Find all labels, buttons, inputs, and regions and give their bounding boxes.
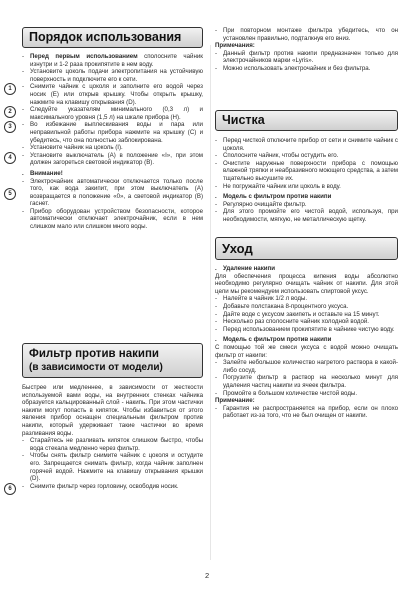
filter-continued (215, 27, 398, 73)
descale-item: - Дайте воде с уксусом закипеть и оставьте на 15 минут. (215, 310, 380, 318)
filter-item: - Старайтесь не разливать кипяток слишком быстро, чтобы вода стекала медленно через фильтр. (22, 437, 203, 452)
step-number-1: 1 (4, 83, 16, 95)
descale-intro: Для обеспечения процесса кипения воды абсолютно необходимо регулярно очищать чайник от накипи. Для этой цели мы рекомендуем использовать спиртовой уксус. (215, 272, 398, 295)
page-number: 2 (205, 571, 210, 580)
notes-title: Примечания: (215, 42, 255, 50)
order-step: - Установите цоколь подачи электропитания на устойчивую поверхность и подключите его к сети. (22, 68, 203, 83)
order-step: - Установите чайник на цоколь (I). (22, 144, 123, 152)
care-model-item: - Залейте небольшое количество нагретого раствора в какой-либо сосуд. (215, 359, 398, 374)
step-number-3: 3 (4, 121, 16, 133)
section-header-cleaning (215, 110, 398, 131)
descale-title: . Удаление накипи (215, 265, 276, 272)
section-title: Чистка (222, 113, 265, 127)
descale-item: - Несколько раз сполосните чайник холодной водой. (215, 318, 370, 326)
order-body (8, 53, 203, 231)
cleaning-body (215, 137, 398, 224)
step-number-6: 6 (4, 483, 16, 495)
care-note-title: Примечание: (215, 397, 255, 405)
cleaning-model-item: - Для этого промойте его чистой водой, используя, при необходимости, мягкую, не металлическую щетку. (215, 208, 398, 223)
descale-item: - Перед использованием прокипятите в чайнике чистую воду. (215, 325, 395, 333)
note-item: - Данный фильтр против накипи предназначен только для электрочайников марки «Lyris». (215, 49, 398, 65)
section-header-order (22, 27, 203, 48)
attention-item: 5 - Электрочайник автоматически отключается только после того, как вода закипит, при этом выключатель (A) возвращается в положение «0», а световой индикатор (B) гаснет. (22, 178, 203, 208)
section-title: Фильтр против накипи (29, 348, 159, 360)
step-number-2: 2 (4, 106, 16, 118)
column-divider (210, 45, 211, 560)
cleaning-model-title: . Модель с фильтром против накипи (215, 193, 332, 201)
filter-item: 6 - Снимите фильтр через горловину, освободив носик. (22, 483, 203, 491)
descale-item: - Добавьте полстакана 8-процентного уксуса. (215, 302, 349, 310)
cleaning-item: - Не погружайте чайник или цоколь в воду. (215, 182, 341, 190)
note-item: - Можно использовать электрочайник и без фильтра. (215, 64, 371, 72)
order-step: 4 - Установите выключатель (A) в положение «I», при этом должен загореться световой индикатор (B). (22, 152, 203, 167)
cleaning-item: - Перед чисткой отключите прибор от сети и снимите чайник с цоколя. (215, 137, 398, 152)
order-step: 2 - Следуйте указателям минимального (0,3 л) и максимального уровня (1,5 л) на шкале прибора (H). (22, 106, 203, 121)
section-title: Порядок использования (29, 30, 182, 44)
section-header-filter (22, 343, 203, 378)
order-step: 1 - Снимите чайник с цоколя и заполните его водой через носик (E) или открыв крышку. Чтобы открыть крышку, нажмите на клавишу открывания (D). (22, 83, 203, 106)
step-number-4: 4 (4, 152, 16, 164)
filter-intro: Быстрее или медленнее, в зависимости от жесткости используемой вами воды, на внутренних стенках чайника образуется кальцированный слой - накипь. При этом частички накипи могут попасть в кипяток. Чтобы избавиться от этого явления прибор оснащен специальным фильтром против накипи, который удерживает такие частички во время разливания воды. (22, 384, 203, 437)
section-title: Уход (222, 241, 253, 256)
filter-item: - При повторном монтаже фильтра убедитесь, что он установлен правильно, подталкнув его вниз. (215, 27, 398, 42)
care-body (215, 265, 398, 420)
first-use-text: сполосните чайник изнутри и 1-2 раза прокипятите в нем воду. (30, 53, 203, 68)
filter-body (8, 384, 203, 492)
care-model-intro: С помощью той же смеси уксуса с водой можно очищать фильтр от накипи: (215, 343, 398, 359)
first-use-item: - Перед первым использованием сполосните чайник изнутри и 1-2 раза прокипятите в нем воду. (22, 53, 203, 68)
cleaning-model-item: - Регулярно очищайте фильтр. (215, 200, 307, 208)
care-model-item: - Промойте в большом количестве чистой воды. (215, 389, 358, 397)
first-use-title: Перед первым использованием (30, 53, 138, 60)
section-subtitle: (в зависимости от модели) (29, 362, 163, 373)
cleaning-item: - Сполосните чайник, чтобы остудить его. (215, 152, 339, 160)
care-model-title: . Модель с фильтром против накипи (215, 336, 332, 344)
cleaning-item: - Очистите наружные поверхности прибора с помощью влажной тряпки и неабразивного моющего средства, а затем тщательно высушите их. (215, 159, 398, 182)
filter-item: - Чтобы снять фильтр снимите чайник с цоколя и остудите его. Запрещается снимать фильтр, когда чайник заполнен горячей водой. Нажмите на клавишу открывания крышки (D). (22, 452, 203, 483)
care-note-item: - Гарантия не распространяется на прибор, если он плохо работает из-за того, что не был очищен от накипи. (215, 404, 398, 420)
descale-item: - Налейте в чайник 1/2 л воды. (215, 295, 308, 303)
attention-title: . Внимание! (22, 169, 63, 177)
order-step: 3 - Во избежание выплескивания воды и пара или неправильной работы прибора нажмите на крышку (C) и убедитесь, что она полностью заблокирована. (22, 121, 203, 144)
section-header-care (215, 237, 398, 260)
attention-item: - Прибор оборудован устройством безопасности, которое автоматически отключает электрочайник, если в нем слишком мало или слишком много воды. (22, 207, 203, 231)
care-model-item: - Погрузите фильтр в раствор на несколько минут для удаления частиц накипи из ячеек фильтра. (215, 374, 398, 389)
step-number-5: 5 (4, 188, 16, 200)
